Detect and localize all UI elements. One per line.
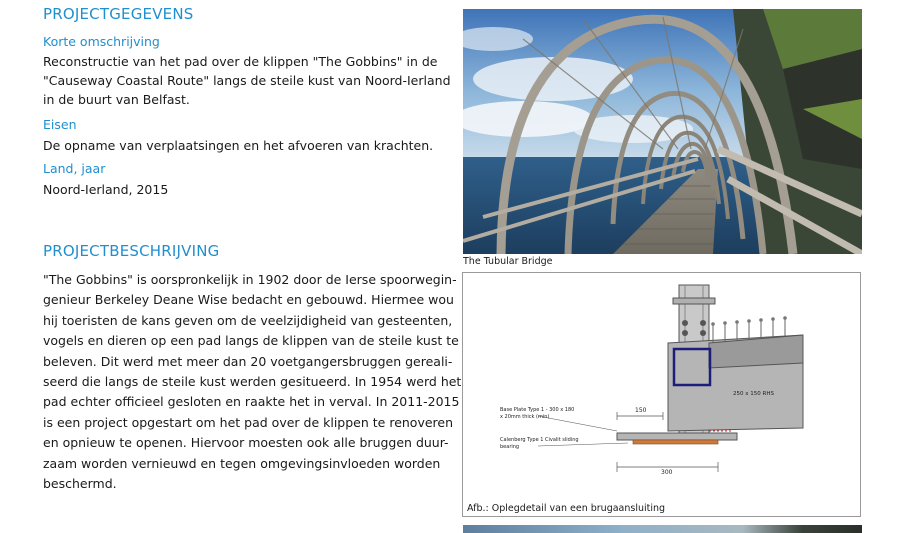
text-line: en opnieuw te openen. Hiervoor moesten ook alle bruggen duur-	[43, 435, 449, 451]
text-line: vogels en dieren op een pad langs de klippen van de steile kust te	[43, 333, 459, 349]
text-line: beschermd.	[43, 476, 117, 492]
text-line: "Causeway Coastal Route" langs de steile kust van Noord-Ierland	[43, 73, 451, 88]
label-land-jaar: Land, jaar	[43, 161, 106, 176]
photo-caption: The Tubular Bridge	[463, 256, 553, 267]
text-line: "The Gobbins" is oorspronkelijk in 1902 door de Ierse spoorwegin-	[43, 272, 457, 287]
text-line: zaam worden vernieuwd en tegen omgevingsinvloeden worden	[43, 455, 441, 471]
section-heading-projectbeschrijving: PROJECTBESCHRIJVING	[43, 242, 220, 260]
tubular-bridge-photo	[463, 9, 862, 254]
projectbeschrijving-text	[43, 270, 461, 494]
label-korte-omschrijving: Korte omschrijving	[43, 34, 160, 49]
land-jaar-text: Noord-Ierland, 2015	[43, 182, 169, 197]
text-line: pad echter officieel gesloten en raakte het in verval. In 2011-2015	[43, 394, 460, 410]
second-photo-partial	[463, 525, 862, 533]
text-line: genieur Berkeley Deane Wise bedacht en gebouwd. Hiermee wou	[43, 292, 454, 308]
text-line: hij toeristen de kans geven om de veelzijdigheid van gesteenten,	[43, 312, 453, 328]
bearing-detail-drawing	[462, 272, 861, 517]
section-heading-projectgegevens: PROJECTGEGEVENS	[43, 5, 194, 23]
label-calenberg-line2: bearing	[500, 444, 520, 450]
text-line: beleven. Dit werd met meer dan 20 voetgangersbruggen gereali-	[43, 353, 453, 369]
korte-omschrijving-text	[43, 52, 451, 109]
label-baseplate-line1: Base Plate Type 1 - 300 x 180	[500, 407, 575, 413]
text-line: seerd die langs de steile kust werden gesitueerd. In 1954 werd het	[43, 374, 462, 390]
drawing-caption: Afb.: Oplegdetail van een brugaansluiting	[467, 503, 666, 514]
dim-150: 150	[635, 407, 647, 414]
dim-300: 300	[661, 469, 673, 476]
label-calenberg-line1: Calenberg Type 1 Civalit sliding	[500, 437, 579, 443]
text-line: is een project opgestart om het pad over de klippen te renoveren	[43, 414, 454, 430]
text-line: in de buurt van Belfast.	[43, 92, 190, 107]
label-rhs: 250 x 150 RHS	[733, 391, 774, 397]
label-baseplate-line2: x 20mm thick (min)	[500, 414, 550, 420]
label-eisen: Eisen	[43, 117, 77, 132]
eisen-text: De opname van verplaatsingen en het afvoeren van krachten.	[43, 138, 434, 153]
text-line: Reconstructie van het pad over de klippen "The Gobbins" in de	[43, 54, 438, 69]
